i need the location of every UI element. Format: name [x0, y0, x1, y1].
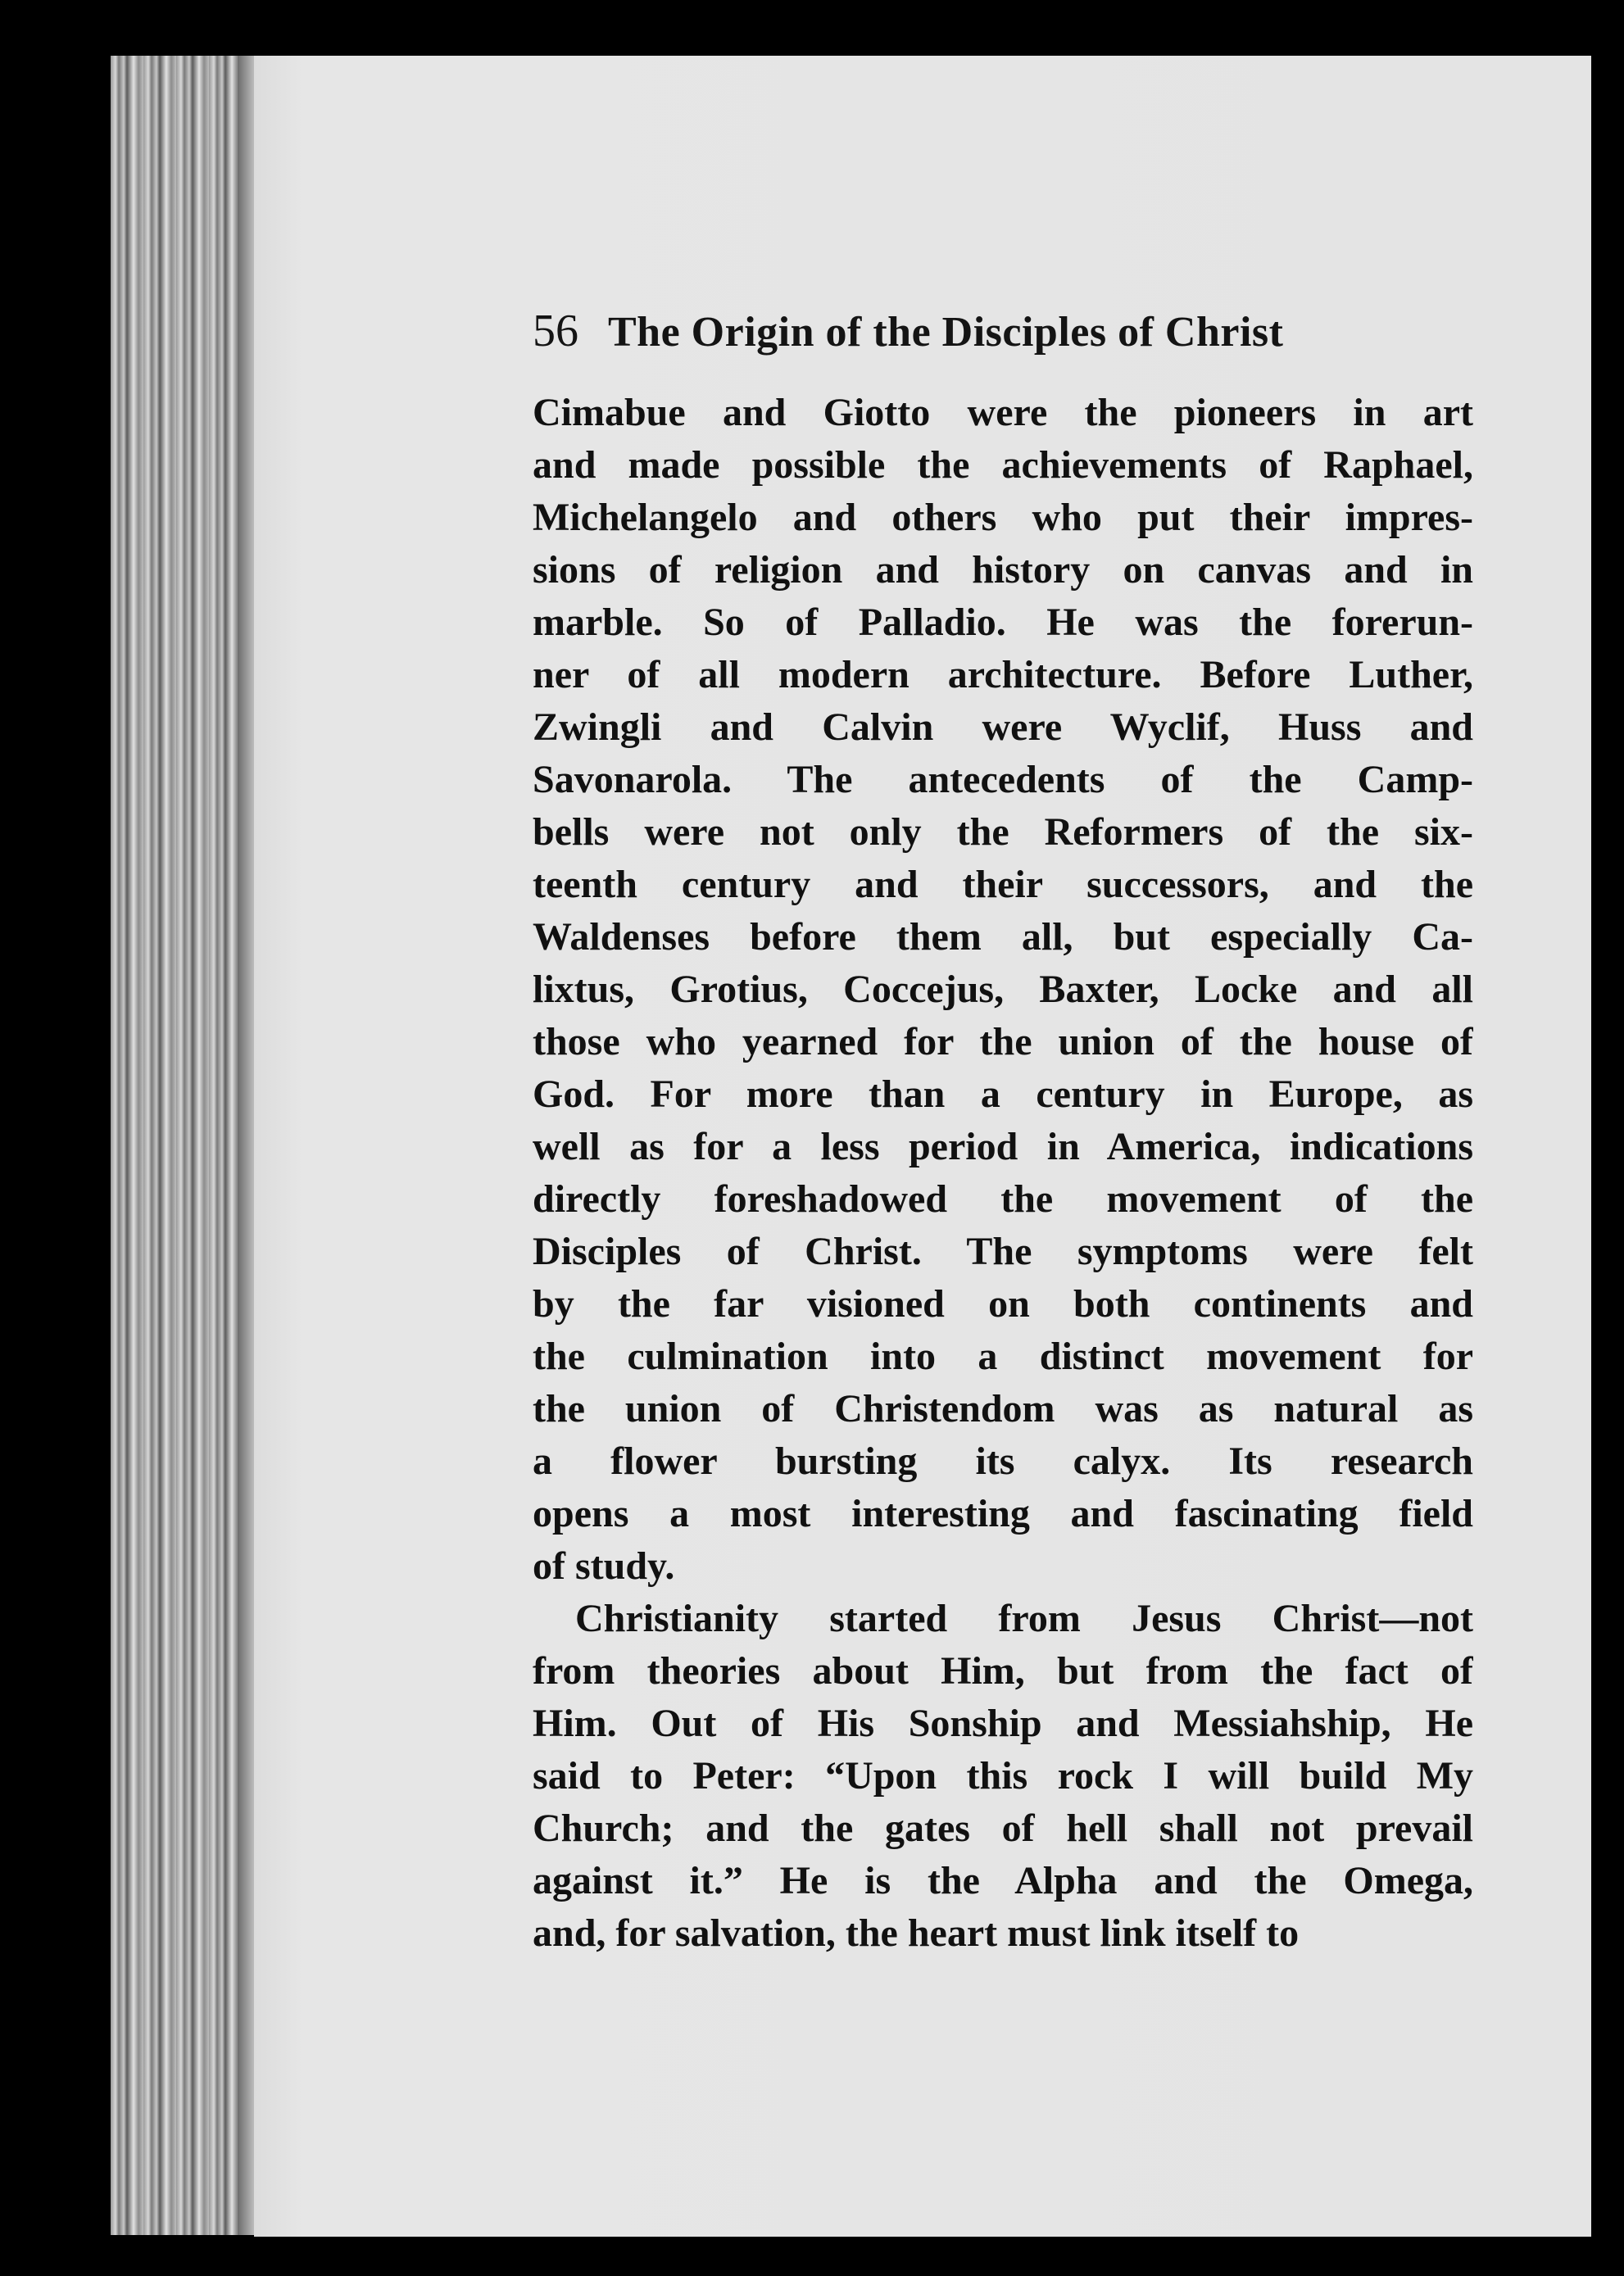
body-text	[533, 387, 1473, 1960]
running-head	[533, 305, 1475, 370]
paragraph-1	[533, 387, 1473, 1593]
text-line: a flower bursting its calyx. Its research	[533, 1440, 1473, 1483]
text-line: well as for a less period in America, indications	[533, 1125, 1473, 1168]
text-line: by the far visioned on both continents and	[533, 1282, 1473, 1326]
text-line: the culmination into a distinct movement for	[533, 1335, 1473, 1378]
text-line: Savonarola. The antecedents of the Camp-	[533, 758, 1473, 801]
text-line: Church; and the gates of hell shall not prevail	[533, 1807, 1473, 1850]
text-line: said to Peter: “Upon this rock I will build My	[533, 1754, 1473, 1798]
text-line: teenth century and their successors, and the	[533, 863, 1473, 906]
text-line: Michelangelo and others who put their impres-	[533, 496, 1473, 539]
text-line: Waldenses before them all, but especially Ca-	[533, 915, 1473, 959]
text-line: and made possible the achievements of Raphael,	[533, 443, 1473, 487]
text-line: those who yearned for the union of the house of	[533, 1020, 1473, 1063]
text-line: Him. Out of His Sonship and Messiahship, He	[533, 1702, 1473, 1745]
text-line: lixtus, Grotius, Coccejus, Baxter, Locke and all	[533, 968, 1473, 1011]
text-line: against it.” He is the Alpha and the Omega,	[533, 1859, 1473, 1902]
text-line: from theories about Him, but from the fact of	[533, 1649, 1473, 1693]
page-number: 56	[533, 306, 578, 356]
text-line: Cimabue and Giotto were the pioneers in art	[533, 391, 1473, 434]
text-line: the union of Christendom was as natural as	[533, 1387, 1473, 1430]
running-title: The Origin of the Disciples of Christ	[608, 309, 1284, 356]
text-line: ner of all modern architecture. Before Luther,	[533, 653, 1473, 696]
paragraph-2	[533, 1593, 1473, 1960]
text-line: bells were not only the Reformers of the six-	[533, 810, 1473, 854]
text-line: sions of religion and history on canvas and in	[533, 548, 1473, 592]
text-line: God. For more than a century in Europe, as	[533, 1072, 1473, 1116]
text-line: marble. So of Palladio. He was the forerun-	[533, 601, 1473, 644]
text-line: Zwingli and Calvin were Wyclif, Huss and	[533, 705, 1473, 749]
page-edges	[111, 56, 254, 2235]
text-line: opens a most interesting and fascinating field	[533, 1492, 1473, 1535]
text-line: Disciples of Christ. The symptoms were felt	[533, 1230, 1473, 1273]
text-line: of study.	[533, 1544, 675, 1588]
text-line: and, for salvation, the heart must link itself to	[533, 1911, 1300, 1955]
text-line: Christianity started from Jesus Christ—not	[575, 1597, 1473, 1640]
text-line: directly foreshadowed the movement of the	[533, 1177, 1473, 1221]
